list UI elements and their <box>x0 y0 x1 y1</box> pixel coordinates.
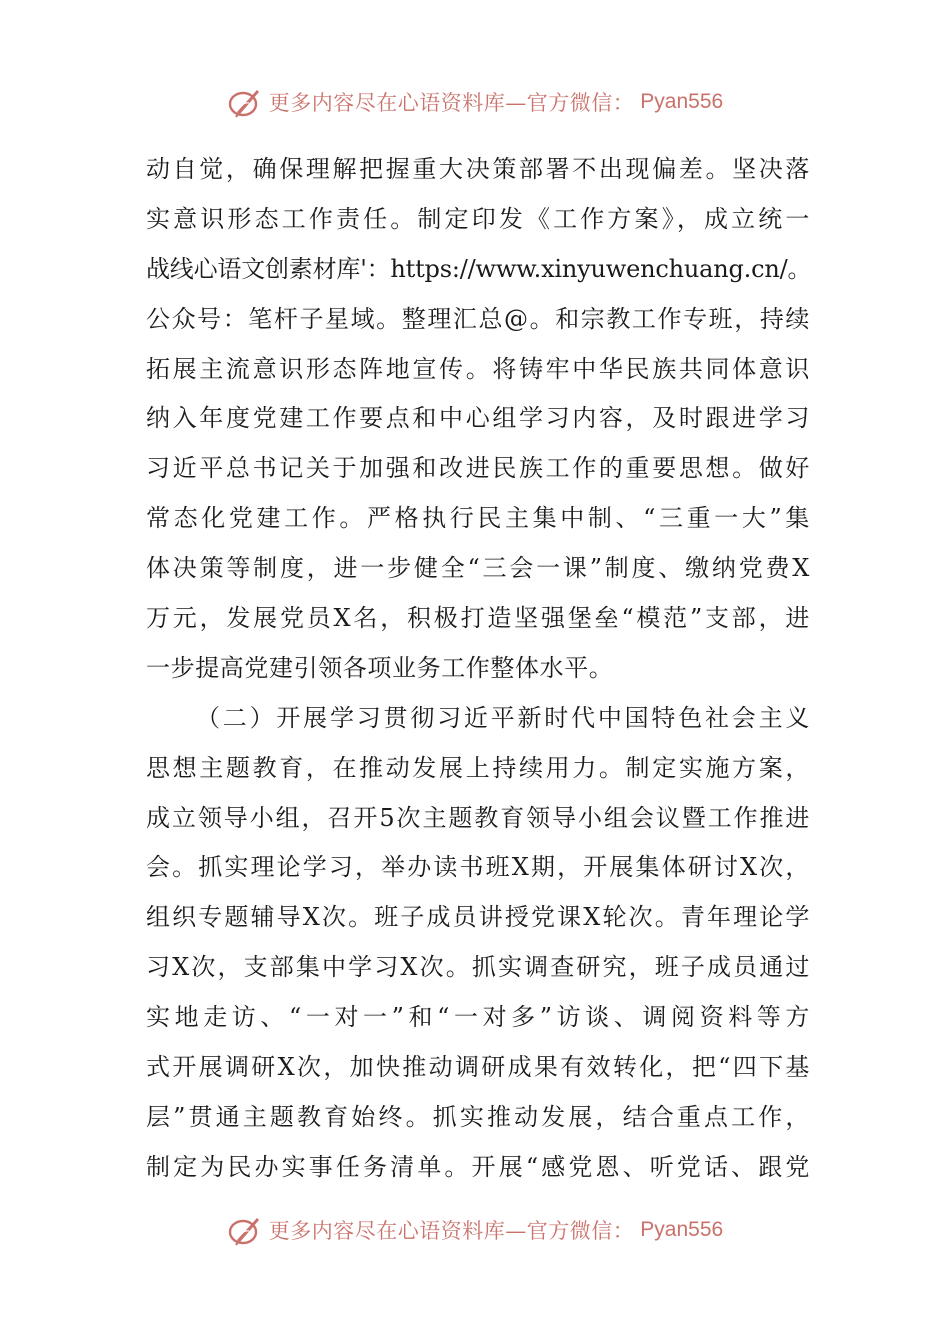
quill-logo-icon <box>227 1212 263 1248</box>
watermark-text: 更多内容尽在心语资料库—官方微信： <box>268 91 635 115</box>
text-line: 组织专题辅导X次。班子成员讲授党课X轮次。青年理论学 <box>146 903 810 932</box>
text-line: 习近平总书记关于加强和改进民族工作的重要思想。做好 <box>146 454 810 483</box>
section-heading-line: （二）开展学习贯彻习近平新时代中国特色社会主义 <box>196 703 810 732</box>
footer-watermark <box>0 1210 950 1250</box>
text-line: 思想主题教育，在推动发展上持续用力。制定实施方案， <box>146 753 810 782</box>
text-line: 习X次，支部集中学习X次。抓实调查研究，班子成员通过 <box>146 953 810 982</box>
watermark-text: 更多内容尽在心语资料库—官方微信： <box>268 1219 635 1243</box>
watermark-wechat-id: Pyan556 <box>640 1218 724 1241</box>
text-line: 实意识形态工作责任。制定印发《工作方案》，成立统一 <box>146 204 810 233</box>
header-watermark <box>0 82 950 122</box>
paragraph <box>146 145 810 694</box>
text-line: 纳入年度党建工作要点和中心组学习内容，及时跟进学习 <box>146 404 810 433</box>
text-line: 成立领导小组，召开5次主题教育领导小组会议暨工作推进 <box>146 803 810 832</box>
text-line: 式开展调研X次，加快推动调研成果有效转化，把“四下基 <box>146 1053 810 1082</box>
text-line: 层”贯通主题教育始终。抓实推动发展，结合重点工作， <box>146 1102 810 1131</box>
text-line: 动自觉，确保理解把握重大决策部署不出现偏差。坚决落 <box>146 155 810 183</box>
text-line: 制定为民办实事任务清单。开展“感党恩、听党话、跟党 <box>146 1152 810 1181</box>
text-line: 常态化党建工作。严格执行民主集中制、“三重一大”集 <box>146 504 810 533</box>
text-line: 一步提高党建引领各项业务工作整体水平。 <box>146 653 614 682</box>
document-body <box>146 145 810 1193</box>
quill-logo-icon <box>227 84 263 120</box>
text-line: 拓展主流意识形态阵地宣传。将铸牢中华民族共同体意识 <box>146 354 810 383</box>
watermark-wechat-id: Pyan556 <box>640 90 724 113</box>
text-line: 会。抓实理论学习，举办读书班X期，开展集体研讨X次， <box>146 853 810 882</box>
text-line: 实地走访、“一对一”和“一对多”访谈、调阅资料等方 <box>146 1003 810 1032</box>
text-line: 战线心语文创素材库'：https://www.xinyuwenchuang.cn/。 <box>146 254 812 283</box>
text-line: 体决策等制度，进一步健全“三会一课”制度、缴纳党费X <box>146 554 810 583</box>
text-line: 万元，发展党员X名，积极打造坚强堡垒“模范”支部，进 <box>146 604 810 633</box>
text-line: 公众号：笔杆子星域。整理汇总@。和宗教工作专班，持续 <box>146 304 810 333</box>
paragraph <box>146 694 810 1193</box>
